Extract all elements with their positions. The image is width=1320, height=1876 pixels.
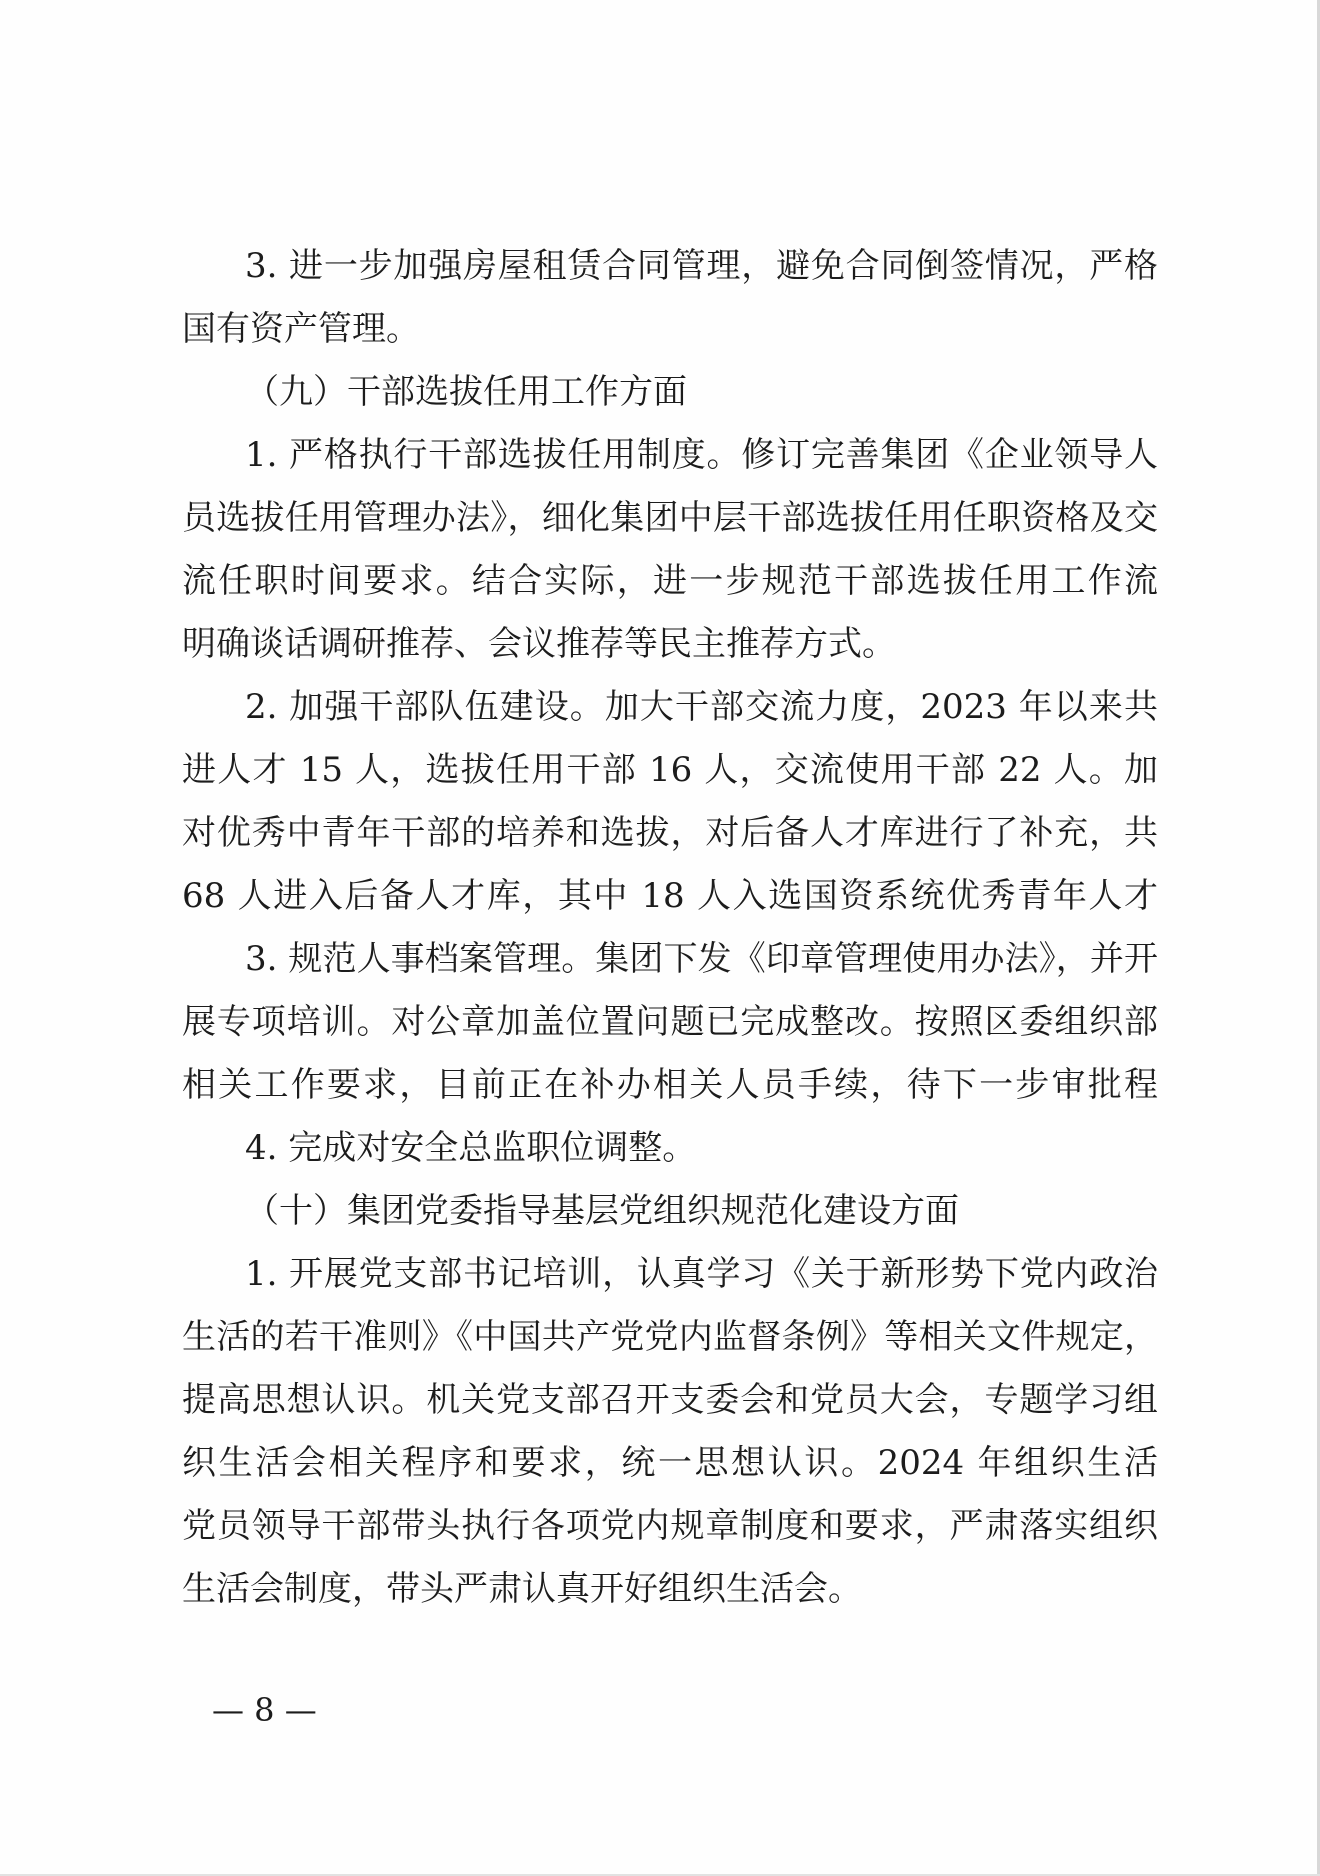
text-line: 3. 进一步加强房屋租赁合同管理，避免合同倒签情况，严格 — [245, 246, 1158, 286]
paragraph-item-1-cadre-selection — [182, 424, 1158, 676]
paragraph-item-4-safety-director — [182, 1117, 1158, 1180]
text-line: 1. 开展党支部书记培训，认真学习《关于新形势下党内政治 — [245, 1254, 1158, 1294]
section-heading: （十）集团党委指导基层党组织规范化建设方面 — [245, 1191, 959, 1231]
text-line: 展专项培训。对公章加盖位置问题已完成整改。按照区委组织部 — [182, 1002, 1158, 1042]
text-line: 4. 完成对安全总监职位调整。 — [245, 1128, 697, 1168]
paragraph-item-2-cadre-team — [182, 676, 1158, 928]
text-line: 进人才 15 人，选拔任用干部 16 人，交流使用干部 22 人。加 — [182, 750, 1158, 790]
paragraph-item-3-asset-management — [182, 235, 1158, 361]
text-line: 提高思想认识。机关党支部召开支委会和党员大会，专题学习组 — [182, 1380, 1158, 1420]
section-heading: （九）干部选拔任用工作方面 — [245, 372, 687, 412]
text-line: 生活的若干准则》《中国共产党党内监督条例》等相关文件规定， — [182, 1317, 1158, 1357]
text-line: 生活会制度，带头严肃认真开好组织生活会。 — [182, 1569, 862, 1609]
text-line: 明确谈话调研推荐、会议推荐等民主推荐方式。 — [182, 624, 896, 664]
text-line: 相关工作要求，目前正在补办相关人员手续，待下一步审批程 — [182, 1065, 1158, 1105]
section-heading-ten — [182, 1180, 1158, 1243]
text-line: 员选拔任用管理办法》，细化集团中层干部选拔任用任职资格及交 — [182, 498, 1158, 538]
page-number: — 8 — — [212, 1691, 317, 1729]
document-body — [182, 235, 1158, 1621]
section-heading-nine — [182, 361, 1158, 424]
text-line: 织生活会相关程序和要求，统一思想认识。2024 年组织生活 — [182, 1443, 1158, 1483]
text-line: 对优秀中青年干部的培养和选拔，对后备人才库进行了补充，共 — [182, 813, 1158, 853]
text-line: 3. 规范人事档案管理。集团下发《印章管理使用办法》，并开 — [245, 939, 1158, 979]
text-line: 1. 严格执行干部选拔任用制度。修订完善集团《企业领导人 — [245, 435, 1158, 475]
paragraph-item-3-personnel-archives — [182, 928, 1158, 1117]
text-line: 党员领导干部带头执行各项党内规章制度和要求，严肃落实组织 — [182, 1506, 1158, 1546]
text-line: 2. 加强干部队伍建设。加大干部交流力度，2023 年以来共 — [245, 687, 1158, 727]
text-line: 流任职时间要求。结合实际，进一步规范干部选拔任用工作流 — [182, 561, 1158, 601]
text-line: 国有资产管理。 — [182, 309, 420, 349]
paragraph-item-1-branch-training — [182, 1243, 1158, 1621]
text-line: 68 人进入后备人才库，其中 18 人入选国资系统优秀青年人才 — [182, 876, 1158, 916]
